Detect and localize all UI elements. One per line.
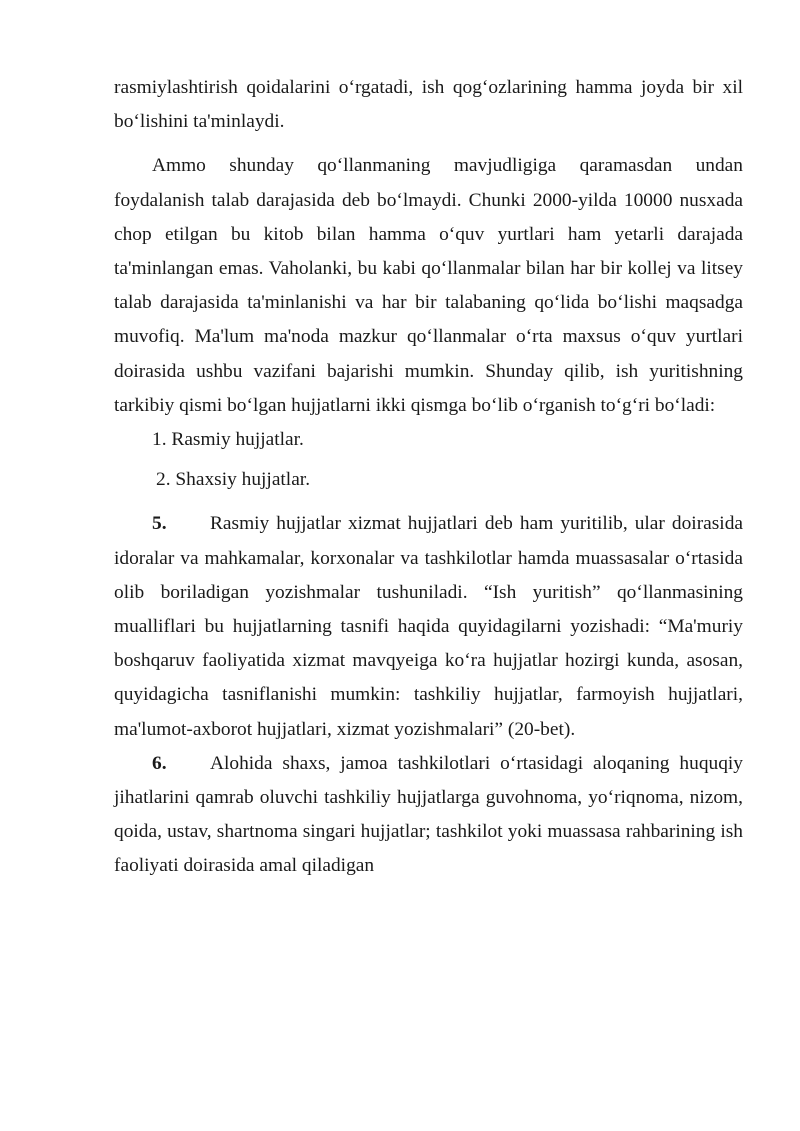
- paragraph-5-text: Rasmiy hujjatlar xizmat hujjatlari deb ham yuritilib, ular doirasida idoralar va mahkamalar, korxonalar va tashkilotlar hamda muassasalar o‘rtasida olib boriladigan yozishmalar tushuniladi. “Ish yuritish” qo‘llanmasining mualliflari bu hujjatlarning tasnifi haqida quyidagilarni yozishadi: “Ma'muriy boshqaruv faoliyatida xizmat mavqyeiga ko‘ra hujjatlar hozirgi kunda, asosan, quyidagicha tasniflanishi mumkin: tashkiliy hujjatlar, farmoyish hujjatlari, ma'lumot-axborot hujjatlari, xizmat yozishmalari” (20-bet).: [114, 513, 743, 740]
- document-body: [114, 71, 743, 884]
- list-item-rasmiy: 1. Rasmiy hujjatlar.: [152, 429, 304, 451]
- paragraph-ammo: Ammo shunday qo‘llanmaning mavjudligiga qaramasdan undan foydalanish talab darajasida deb bo‘lmaydi. Chunki 2000-yilda 10000 nusxada chop etilgan bu kitob bilan hamma o‘quv yurtlari ham yetarli darajada ta'minlangan emas. Vaholanki, bu kabi qo‘llanmalar bilan har bir kollej va litsey talab darajasida ta'minlanishi va har bir talabaning qo‘lida bo‘lishi maqsadga muvofiq. Ma'lum ma'noda mazkur qo‘llanmalar o‘rta maxsus o‘quv yurtlari doirasida ushbu vazifani bajarishi mumkin. Shunday qilib, ish yuritishning tarkibiy qismi bo‘lgan hujjatlarni ikki qismga bo‘lib o‘rganish to‘g‘ri bo‘ladi:: [114, 155, 743, 416]
- paragraph-6: [114, 747, 743, 884]
- paragraph-6-text: Alohida shaxs, jamoa tashkilotlari o‘rtasidagi aloqaning huquqiy jihatlarini qamrab oluvchi tashkiliy hujjatlarga guvohnoma, yo‘riqnoma, nizom, qoida, ustav, shartnoma singari hujjatlar; tashkilot yoki muassasa rahbarining ish faoliyati doirasida amal qiladigan: [114, 752, 743, 877]
- paragraph-5: [114, 507, 743, 746]
- paragraph-5-number: 5.: [152, 513, 167, 535]
- paragraph-continuation: rasmiylashtirish qoidalarini o‘rgatadi, ish qog‘ozlarining hamma joyda bir xil bo‘lishini ta'minlaydi.: [114, 77, 743, 133]
- paragraph-6-number: 6.: [152, 752, 167, 774]
- list-item-shaxsiy: 2. Shaxsiy hujjatlar.: [156, 469, 311, 491]
